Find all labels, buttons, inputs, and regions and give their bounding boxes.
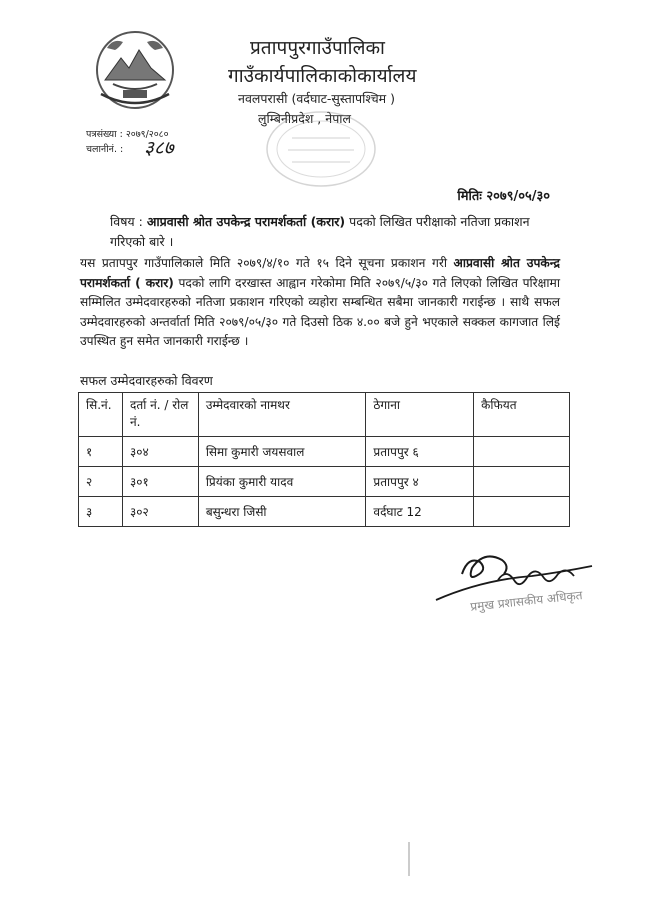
cell-address: प्रतापपुर ६: [366, 437, 474, 467]
col-header-roll: दर्ता नं. / रोल नं.: [122, 393, 198, 437]
table-header-row: [79, 393, 570, 437]
office-stamp: [262, 108, 380, 190]
notice-body: [80, 254, 560, 352]
cell-sn: २: [79, 467, 123, 497]
table-row: [79, 467, 570, 497]
col-header-sn: सि.नं.: [79, 393, 123, 437]
body-part1: यस प्रतापपुर गाउँपालिकाले मिति २०७९/४/१० गते १५ दिने सूचना प्रकाशन गरी: [80, 256, 454, 270]
subject-line: [110, 212, 560, 252]
chalani-number: ३८७: [144, 137, 174, 159]
chalani-label: चलानीनं. :: [86, 144, 124, 155]
subject-prefix: विषय :: [110, 214, 147, 229]
subject-suffix: पदको लिखित परीक्षाको नतिजा प्रकाशन गरिएको बारे ।: [110, 214, 530, 249]
office-address-line1: नवलपरासी (वर्दघाट-सुस्तापश्चिम ): [238, 91, 395, 106]
body-part2: पदको लागि दरखास्त आह्वान गरेकोमा मिति २०७९/५/३० गते लिएको लिखित परिक्षामा सम्मिलित उम्मेदवारहरुको नतिजा प्रकाशन गरिएको व्यहोरा सम्बन्धित सबैमा जानकारी गराईन्छ । साथै सफल उम्मेदवारहरुको अन्तर्वार्ता मिति २०७९/०५/३० गते दिउसो ठिक ४.०० बजे हुने भएकाले सक्कल कागजात लिई उपस्थित हुन समेत जानकारी गराईन्छ ।: [80, 275, 560, 348]
cell-name: बसुन्धरा जिसी: [198, 497, 366, 527]
table-row: [79, 497, 570, 527]
cell-name: प्रियंका कुमारी यादव: [198, 467, 366, 497]
cell-roll: ३०४: [122, 437, 198, 467]
cell-remarks: [474, 497, 570, 527]
col-header-name: उम्मेदवारको नामथर: [198, 393, 366, 437]
signature-stamp: प्रमुख प्रशासकीय अधिकृत: [469, 588, 584, 614]
col-header-address: ठेगाना: [366, 393, 474, 437]
results-table: [78, 392, 570, 527]
office-address-line2: लुम्बिनीप्रदेश , नेपाल: [258, 111, 352, 126]
cell-remarks: [474, 437, 570, 467]
scan-artifact: [408, 842, 410, 876]
cell-remarks: [474, 467, 570, 497]
subject-bold: आप्रवासी श्रोत उपकेन्द्र परामर्शकर्ता (करार): [146, 214, 346, 229]
table-row: [79, 437, 570, 467]
document-date: मितिः २०७९/०५/३०: [457, 189, 550, 204]
cell-sn: १: [79, 437, 123, 467]
office-name-line1: प्रतापपुरगाउँपालिका: [250, 37, 385, 59]
nepal-emblem-logo: [93, 28, 177, 112]
cell-roll: ३०२: [122, 497, 198, 527]
patra-sankhya: पत्रसंख्या : २०७९/२०८०: [86, 129, 169, 140]
cell-address: प्रतापपुर ४: [366, 467, 474, 497]
cell-name: सिमा कुमारी जयसवाल: [198, 437, 366, 467]
office-name-line2: गाउँकार्यपालिकाकोकार्यालय: [228, 65, 417, 87]
col-header-remarks: कैफियत: [474, 393, 570, 437]
cell-address: वर्दघाट 12: [366, 497, 474, 527]
successful-candidates-title: सफल उम्मेदवारहरुको विवरण: [80, 373, 213, 388]
cell-roll: ३०१: [122, 467, 198, 497]
body-bold: आप्रवासी श्रोत उपकेन्द्र परामर्शकर्ता ( करार): [80, 256, 561, 290]
cell-sn: ३: [79, 497, 123, 527]
